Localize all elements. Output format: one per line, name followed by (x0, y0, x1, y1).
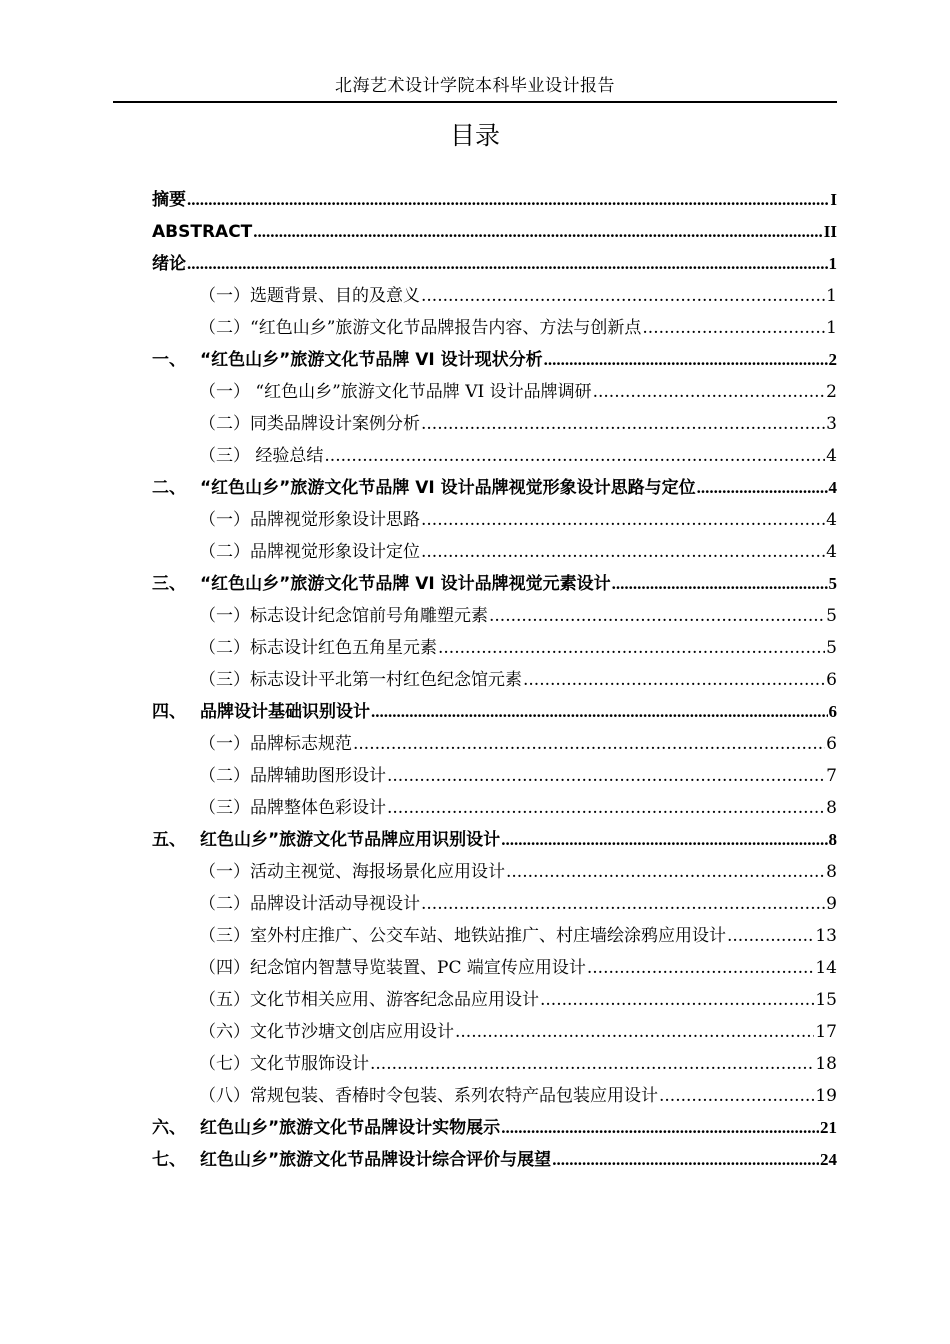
toc-entry-chapter[interactable] (152, 1144, 837, 1176)
toc-entry-title: （三）标志设计平北第一村红色纪念馆元素 (199, 670, 522, 690)
page-title: 目录 (449, 121, 500, 150)
toc-page-number: 2 (826, 382, 837, 402)
toc-entry-title: （二）“红色山乡”旅游文化节品牌报告内容、方法与创新点 (199, 318, 642, 338)
toc-entry-title: 摘要 (152, 190, 186, 210)
toc-page-number: I (830, 190, 837, 209)
toc-entry-section[interactable] (152, 632, 837, 664)
toc-dot-leader (659, 1080, 814, 1112)
toc-dot-leader (387, 760, 825, 792)
toc-entry-title: “红色山乡”旅游文化节品牌 VI 设计现状分析 (200, 350, 543, 370)
toc-entry-title: （三）品牌整体色彩设计 (199, 798, 386, 818)
toc-entry-chapter[interactable] (152, 248, 837, 280)
toc-entry-title: 红色山乡”旅游文化节品牌设计实物展示 (200, 1118, 501, 1138)
toc-page-number: 4 (826, 446, 837, 466)
toc-dot-leader (727, 920, 814, 952)
toc-dot-leader (324, 440, 825, 472)
toc-entry-section[interactable] (152, 1016, 837, 1048)
toc-page-number: 6 (826, 734, 837, 754)
header-text: 北海艺术设计学院本科毕业设计报告 (335, 76, 615, 96)
toc-page-number: 24 (820, 1150, 837, 1169)
toc-entry-section[interactable] (152, 1048, 837, 1080)
toc-page-number: 19 (815, 1086, 837, 1106)
table-of-contents (152, 184, 837, 1176)
toc-entry-title: （六）文化节沙塘文创店应用设计 (199, 1022, 454, 1042)
toc-entry-section[interactable] (152, 536, 837, 568)
toc-entry-section[interactable] (152, 1080, 837, 1112)
toc-page-number: 2 (828, 350, 837, 369)
toc-dot-leader (697, 472, 828, 504)
toc-entry-chapter[interactable] (152, 344, 837, 376)
toc-page-number: 4 (826, 510, 837, 530)
toc-entry-section[interactable] (152, 376, 837, 408)
toc-entry-chapter[interactable] (152, 824, 837, 856)
toc-dot-leader (387, 792, 825, 824)
toc-entry-title: （一）活动主视觉、海报场景化应用设计 (199, 862, 505, 882)
toc-entry-title: （五）文化节相关应用、游客纪念品应用设计 (199, 990, 539, 1010)
toc-entry-section[interactable] (152, 984, 837, 1016)
toc-page-number: 14 (815, 958, 837, 978)
toc-entry-title: （二）品牌视觉形象设计定位 (199, 542, 420, 562)
toc-entry-title: （七）文化节服饰设计 (199, 1054, 369, 1074)
toc-entry-title: （二）品牌辅助图形设计 (199, 766, 386, 786)
toc-dot-leader (371, 696, 828, 728)
toc-page-number: 3 (826, 414, 837, 434)
toc-dot-leader (587, 952, 815, 984)
toc-entry-title: 红色山乡”旅游文化节品牌应用识别设计 (200, 830, 501, 850)
toc-entry-number: 三、 (152, 574, 186, 593)
toc-entry-title: 绪论 (152, 254, 186, 274)
toc-page-number: 5 (826, 606, 837, 626)
toc-entry-title: （八）常规包装、香椿时令包装、系列农特产品包装应用设计 (199, 1086, 658, 1106)
toc-dot-leader (506, 856, 825, 888)
toc-page-number: 5 (826, 638, 837, 658)
toc-entry-title: （三） 经验总结 (199, 446, 324, 466)
toc-dot-leader (187, 184, 829, 216)
toc-page-number: 15 (815, 990, 837, 1010)
toc-entry-title: 红色山乡”旅游文化节品牌设计综合评价与展望 (200, 1150, 552, 1170)
toc-dot-leader (438, 632, 825, 664)
toc-dot-leader (552, 1144, 819, 1176)
toc-entry-chapter[interactable] (152, 472, 837, 504)
toc-entry-section[interactable] (152, 792, 837, 824)
toc-entry-title: （二）品牌设计活动导视设计 (199, 894, 420, 914)
toc-page-number: 6 (826, 670, 837, 690)
toc-dot-leader (353, 728, 825, 760)
toc-page-number: 4 (828, 478, 837, 497)
toc-page-number: 8 (826, 862, 837, 882)
toc-entry-title: （一） “红色山乡”旅游文化节品牌 VI 设计品牌调研 (199, 382, 592, 402)
page-header (113, 74, 837, 103)
toc-page-number: 21 (820, 1118, 837, 1137)
toc-dot-leader (544, 344, 828, 376)
toc-dot-leader (421, 408, 825, 440)
toc-entry-section[interactable] (152, 600, 837, 632)
toc-entry-chapter[interactable] (152, 184, 837, 216)
toc-page-number: 8 (826, 798, 837, 818)
toc-page-number: 9 (826, 894, 837, 914)
toc-page-number: 7 (826, 766, 837, 786)
toc-entry-section[interactable] (152, 888, 837, 920)
toc-dot-leader (501, 1112, 819, 1144)
toc-dot-leader (455, 1016, 814, 1048)
toc-entry-section[interactable] (152, 312, 837, 344)
toc-page-number: 1 (826, 318, 837, 338)
toc-dot-leader (253, 216, 822, 248)
toc-dot-leader (642, 312, 825, 344)
toc-entry-title: （一）品牌视觉形象设计思路 (199, 510, 420, 530)
toc-dot-leader (501, 824, 827, 856)
toc-entry-number: 一、 (152, 350, 186, 369)
toc-dot-leader (421, 888, 825, 920)
toc-dot-leader (421, 504, 825, 536)
toc-entry-title: ABSTRACT (152, 222, 253, 242)
toc-entry-section[interactable] (152, 760, 837, 792)
toc-dot-leader (421, 280, 825, 312)
toc-entry-section[interactable] (152, 280, 837, 312)
toc-entry-chapter[interactable] (152, 216, 837, 248)
toc-entry-section[interactable] (152, 440, 837, 472)
toc-entry-number: 二、 (152, 478, 186, 497)
toc-entry-section[interactable] (152, 664, 837, 696)
toc-entry-number: 六、 (152, 1118, 186, 1137)
toc-entry-chapter[interactable] (152, 568, 837, 600)
toc-entry-section[interactable] (152, 952, 837, 984)
toc-entry-number: 四、 (152, 702, 186, 721)
toc-dot-leader (489, 600, 825, 632)
toc-dot-leader (421, 536, 825, 568)
toc-page-number: 6 (828, 702, 837, 721)
toc-entry-title: （一）品牌标志规范 (199, 734, 352, 754)
toc-entry-chapter[interactable] (152, 1112, 837, 1144)
toc-entry-title: （四）纪念馆内智慧导览装置、PC 端宣传应用设计 (199, 958, 586, 978)
toc-entry-title: （二）标志设计红色五角星元素 (199, 638, 437, 658)
toc-dot-leader (540, 984, 814, 1016)
toc-dot-leader (523, 664, 825, 696)
toc-entry-section[interactable] (152, 504, 837, 536)
toc-entry-title: （一）标志设计纪念馆前号角雕塑元素 (199, 606, 488, 626)
toc-page-number: II (823, 222, 837, 241)
toc-page-number: 18 (815, 1054, 837, 1074)
toc-entry-title: （三）室外村庄推广、公交车站、地铁站推广、村庄墙绘涂鸦应用设计 (199, 926, 726, 946)
toc-entry-title: （一）选题背景、目的及意义 (199, 286, 420, 306)
toc-page-number: 1 (828, 254, 837, 273)
toc-dot-leader (370, 1048, 814, 1080)
toc-page-number: 17 (815, 1022, 837, 1042)
toc-entry-title: “红色山乡”旅游文化节品牌 VI 设计品牌视觉形象设计思路与定位 (200, 478, 696, 498)
toc-dot-leader (612, 568, 828, 600)
toc-entry-section[interactable] (152, 920, 837, 952)
toc-entry-number: 五、 (152, 830, 186, 849)
toc-entry-section[interactable] (152, 408, 837, 440)
toc-dot-leader (593, 376, 826, 408)
toc-entry-title: “红色山乡”旅游文化节品牌 VI 设计品牌视觉元素设计 (200, 574, 611, 594)
toc-page-number: 4 (826, 542, 837, 562)
toc-page-number: 13 (815, 926, 837, 946)
toc-dot-leader (187, 248, 828, 280)
toc-page-number: 8 (828, 830, 837, 849)
toc-page-number: 1 (826, 286, 837, 306)
toc-page-number: 5 (828, 574, 837, 593)
toc-entry-title: 品牌设计基础识别设计 (200, 702, 370, 722)
toc-entry-section[interactable] (152, 728, 837, 760)
toc-entry-number: 七、 (152, 1150, 186, 1169)
toc-entry-title: （二）同类品牌设计案例分析 (199, 414, 420, 434)
toc-entry-section[interactable] (152, 856, 837, 888)
toc-entry-chapter[interactable] (152, 696, 837, 728)
